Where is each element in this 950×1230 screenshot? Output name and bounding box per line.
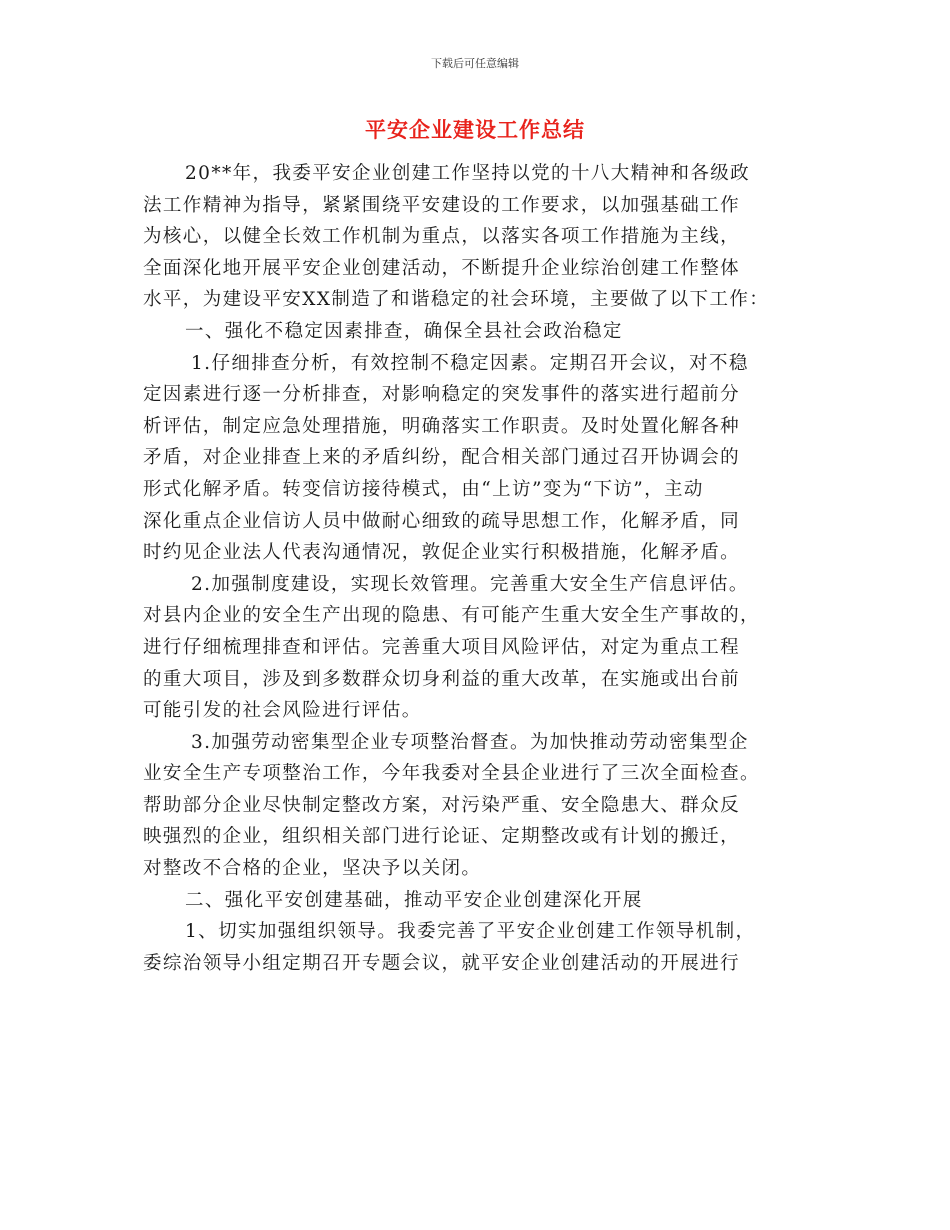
text-line: 二、强化平安创建基础，推动平安企业创建深化开展: [185, 889, 643, 911]
text-line: 法工作精神为指导，紧紧围绕平安建设的工作要求，以加强基础工作: [143, 194, 741, 216]
text-line: 全面深化地开展平安企业创建活动，不断提升企业综治创建工作整体: [143, 257, 741, 279]
text-line: 定因素进行逐一分析排查，对影响稳定的突发事件的落实进行超前分: [143, 384, 741, 406]
text-line: 2.加强制度建设，实现长效管理。完善重大安全生产信息评估。: [191, 573, 749, 595]
document-body: [143, 158, 808, 979]
text-line: 形式化解矛盾。转变信访接待模式，由“上访”变为“下访”，主动: [143, 478, 704, 500]
text-line: 析评估，制定应急处理措施，明确落实工作职责。及时处置化解各种: [143, 415, 741, 437]
text-line: 对县内企业的安全生产出现的隐患、有可能产生重大安全生产事故的，: [143, 605, 760, 627]
text-line: 矛盾，对企业排查上来的矛盾纠纷，配合相关部门通过召开协调会的: [143, 447, 741, 469]
text-line: 20**年，我委平安企业创建工作坚持以党的十八大精神和各级政: [185, 163, 751, 184]
text-line: 1、切实加强组织领导。我委完善了平安企业创建工作领导机制，: [185, 921, 756, 943]
document-title: 平安企业建设工作总结: [365, 117, 585, 142]
text-line: 的重大项目，涉及到多数群众切身利益的重大改革，在实施或出台前: [143, 668, 741, 690]
text-line: 1.仔细排查分析，有效控制不稳定因素。定期召开会议，对不稳: [191, 352, 749, 374]
text-line: 进行仔细梳理排查和评估。完善重大项目风险评估，对定为重点工程: [143, 636, 741, 658]
text-line: 对整改不合格的企业，坚决予以关闭。: [143, 858, 482, 880]
text-line: 时约见企业法人代表沟通情况，敦促企业实行积极措施，化解矛盾。: [143, 542, 741, 564]
text-line: 深化重点企业信访人员中做耐心细致的疏导思想工作，化解矛盾，同: [143, 510, 741, 532]
text-line: 业安全生产专项整治工作，今年我委对全县企业进行了三次全面检查。: [143, 763, 760, 785]
text-line: 水平，为建设平安XX制造了和谐稳定的社会环境，主要做了以下工作：: [143, 289, 770, 311]
text-line: 可能引发的社会风险进行评估。: [143, 700, 422, 722]
text-line: 为核心，以健全长效工作机制为重点，以落实各项工作措施为主线，: [143, 226, 741, 248]
text-line: 3.加强劳动密集型企业专项整治督查。为加快推动劳动密集型企: [191, 731, 749, 753]
text-line: 映强烈的企业，组织相关部门进行论证、定期整改或有计划的搬迁，: [143, 826, 741, 848]
text-line: 委综治领导小组定期召开专题会议，就平安企业创建活动的开展进行: [143, 952, 741, 974]
text-line: 帮助部分企业尽快制定整改方案，对污染严重、安全隐患大、群众反: [143, 794, 741, 816]
text-line: 一、强化不稳定因素排查，确保全县社会政治稳定: [185, 320, 623, 342]
header-note: 下载后可任意编辑: [431, 57, 519, 70]
